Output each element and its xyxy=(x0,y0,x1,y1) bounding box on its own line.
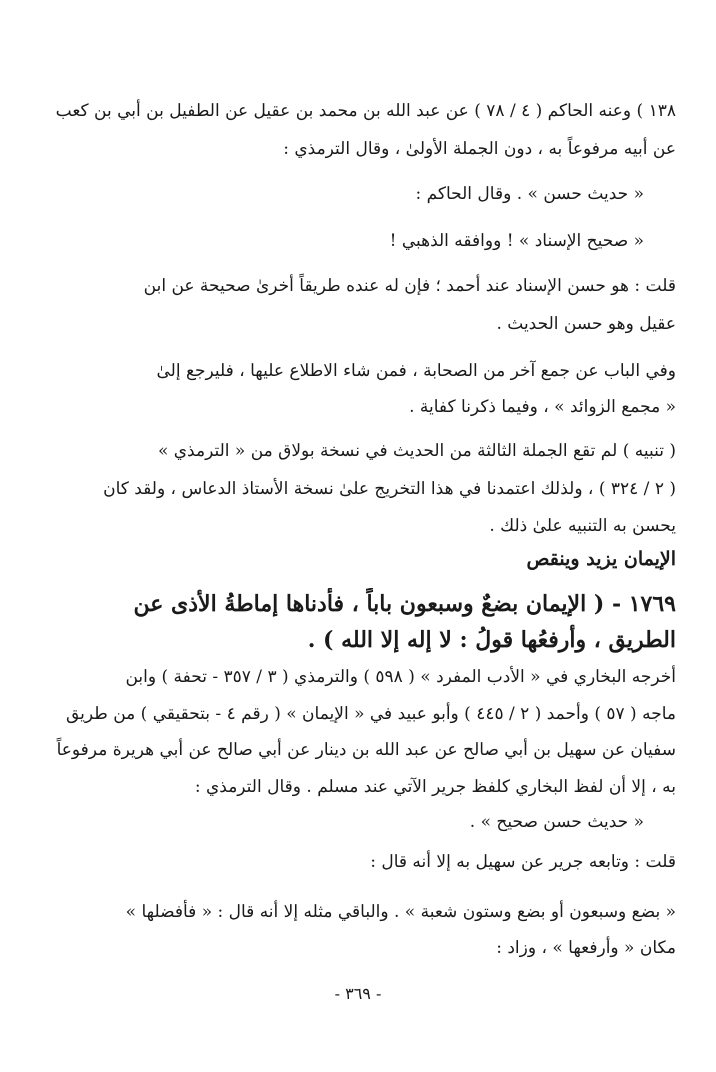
text-line: أخرجه البخاري في « الأدب المفرد » ( ٥٩٨ ) والترمذي ( ٣ / ٣٥٧ - تحفة ) وابن xyxy=(125,667,676,687)
quote-line: « حديث حسن صحيح » . xyxy=(469,812,644,832)
note-line: يحسن به التنبيه علىٰ ذلك . xyxy=(489,516,676,536)
text-line: قلت : هو حسن الإسناد عند أحمد ؛ فإن له عنده طريقاً أخرىٰ صحيحة عن ابن xyxy=(143,276,676,296)
quote-line: « حديث حسن » . وقال الحاكم : xyxy=(415,184,644,204)
hadith-text: ١٧٦٩ - ( الإيمان بضعٌ وسبعون باباً ، فأدناها إماطةُ الأذى عن xyxy=(133,591,676,617)
note-line: ( تنبيه ) لم تقع الجملة الثالثة من الحديث في نسخة بولاق من « الترمذي » xyxy=(157,441,676,461)
quote-line: « صحيح الإسناد » ! ووافقه الذهبي ! xyxy=(389,231,644,251)
text-line: قلت : وتابعه جرير عن سهيل به إلا أنه قال : xyxy=(370,852,676,872)
hadith-text: الطريق ، وأرفعُها قولُ : لا إله إلا الله ) . xyxy=(307,627,676,653)
text-line: مكان « وأرفعها » ، وزاد : xyxy=(496,938,676,958)
page-number: - ٣٦٩ - xyxy=(334,984,382,1003)
text-line: عقيل وهو حسن الحديث . xyxy=(496,314,676,334)
text-line: ١٣٨ ) وعنه الحاكم ( ٤ / ٧٨ ) عن عبد الله بن محمد بن عقيل عن الطفيل بن أبي بن كعب xyxy=(55,101,676,121)
text-line: ماجه ( ٥٧ ) وأحمد ( ٢ / ٤٤٥ ) وأبو عبيد في « الإيمان » ( رقم ٤ - بتحقيقي ) من طريق xyxy=(65,704,676,724)
text-line: « مجمع الزوائد » ، وفيما ذكرنا كفاية . xyxy=(409,397,676,417)
text-line: عن أبيه مرفوعاً به ، دون الجملة الأولىٰ ، وقال الترمذي : xyxy=(283,139,676,159)
text-line: سفيان عن سهيل بن أبي صالح عن عبد الله بن دينار عن أبي صالح عن أبي هريرة مرفوعاً xyxy=(56,740,676,760)
text-line: وفي الباب عن جمع آخر من الصحابة ، فمن شاء الاطلاع عليها ، فليرجع إلىٰ xyxy=(156,361,676,381)
text-line: به ، إلا أن لفظ البخاري كلفظ جرير الآتي عند مسلم . وقال الترمذي : xyxy=(194,777,676,797)
text-line: « بضع وسبعون أو بضع وستون شعبة » . والباقي مثله إلا أنه قال : « فأفضلها » xyxy=(125,902,676,922)
section-heading: الإيمان يزيد وينقص xyxy=(526,548,676,570)
note-line: ( ٢ / ٣٢٤ ) ، ولذلك اعتمدنا في هذا التخريج علىٰ نسخة الأستاذ الدعاس ، ولقد كان xyxy=(103,479,676,499)
